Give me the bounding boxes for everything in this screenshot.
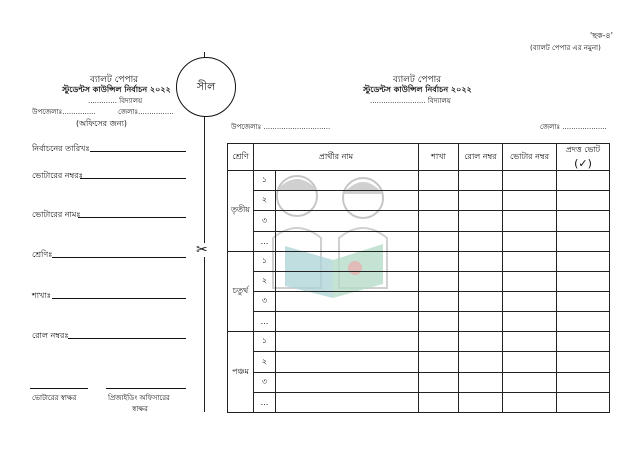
candidate-name-cell (276, 251, 419, 271)
stub-section-label: শাখাঃ (32, 291, 51, 300)
candidate-name-cell (276, 392, 419, 412)
vote-cell[interactable] (557, 352, 610, 372)
stub-voter-name-line[interactable] (78, 217, 186, 218)
table-header-row (228, 144, 610, 171)
section-cell (419, 292, 459, 312)
header-candidate-name: প্রার্থীর নাম (254, 144, 419, 171)
candidate-name-cell (276, 352, 419, 372)
header-roll-number: রোল নম্বর (459, 144, 503, 171)
stub-voter-number-label: ভোটারের নম্বরঃ (32, 171, 83, 180)
stub-voter-name-label: ভোটারের নামঃ (32, 210, 81, 219)
table-row (228, 392, 610, 412)
table-row (228, 191, 610, 211)
roll-cell (459, 271, 503, 291)
voter-number-cell (503, 271, 557, 291)
section-cell (419, 372, 459, 392)
stub-presiding-signature-2: স্বাক্ষর (132, 405, 148, 413)
voter-number-cell (503, 211, 557, 231)
voter-number-cell (503, 292, 557, 312)
stub-election-date-label: নির্বাচনের তারিখঃ (32, 144, 90, 153)
ballot-upazila: উপজেলাঃ .............................. (231, 123, 331, 131)
serial-cell: ... (254, 392, 276, 412)
voter-number-cell (503, 332, 557, 352)
stub-voter-signature: ভোটারের স্বাক্ষর (32, 394, 77, 402)
ballot-school: ......................... বিদ্যালয় (370, 97, 451, 105)
serial-cell: ২ (254, 191, 276, 211)
form-note: (ব্যালট পেপার এর নমুনা) (530, 44, 601, 52)
table-row (228, 211, 610, 231)
stub-voter-number-line[interactable] (80, 178, 186, 179)
table-row (228, 292, 610, 312)
serial-cell: ৩ (254, 292, 276, 312)
serial-cell: ... (254, 231, 276, 251)
stub-voter-signature-line[interactable] (30, 388, 88, 389)
roll-cell (459, 171, 503, 191)
serial-cell: ১ (254, 251, 276, 271)
section-cell (419, 191, 459, 211)
stub-class-line[interactable] (52, 257, 186, 258)
vote-cell[interactable] (557, 392, 610, 412)
stub-school: ............. বিদ্যালয় (88, 97, 143, 105)
candidate-name-cell (276, 271, 419, 291)
section-cell (419, 392, 459, 412)
table-row (228, 352, 610, 372)
candidate-name-cell (276, 312, 419, 332)
ballot-district: জেলাঃ .................... (540, 123, 607, 131)
grade-cell: চতুর্থ (228, 251, 254, 332)
roll-cell (459, 231, 503, 251)
roll-cell (459, 211, 503, 231)
candidate-name-cell (276, 211, 419, 231)
header-vote-cast (557, 144, 610, 171)
serial-cell: ২ (254, 271, 276, 291)
roll-cell (459, 372, 503, 392)
serial-cell: ৩ (254, 372, 276, 392)
grade-cell: পঞ্চম (228, 332, 254, 413)
voter-number-cell (503, 372, 557, 392)
table-row (228, 332, 610, 352)
vote-cell[interactable] (557, 372, 610, 392)
roll-cell (459, 312, 503, 332)
header-voter-number: ভোটার নম্বর (503, 144, 557, 171)
table-row (228, 251, 610, 271)
roll-cell (459, 251, 503, 271)
section-cell (419, 271, 459, 291)
stub-election-date-line[interactable] (90, 151, 186, 152)
vote-cell[interactable] (557, 271, 610, 291)
stub-roll-label: রোল নম্বরঃ (32, 331, 69, 340)
table-row (228, 271, 610, 291)
roll-cell (459, 191, 503, 211)
vote-cell[interactable] (557, 312, 610, 332)
section-cell (419, 171, 459, 191)
serial-cell: ১ (254, 332, 276, 352)
candidate-name-cell (276, 372, 419, 392)
serial-cell: ১ (254, 171, 276, 191)
candidate-name-cell (276, 292, 419, 312)
serial-cell: ... (254, 312, 276, 332)
seal-circle (176, 57, 236, 117)
stub-subtitle: স্টুডেন্টস কাউন্সিল নির্বাচন ২০২২ (62, 85, 171, 94)
vote-cell[interactable] (557, 332, 610, 352)
ballot-title: ব্যালট পেপার (393, 75, 442, 85)
candidate-name-cell (276, 332, 419, 352)
stub-presiding-signature-1: প্রিজাইডিং অফিসারের (108, 394, 170, 402)
candidate-name-cell (276, 171, 419, 191)
vote-cell[interactable] (557, 292, 610, 312)
voter-number-cell (503, 251, 557, 271)
table-row (228, 372, 610, 392)
voter-number-cell (503, 231, 557, 251)
stub-roll-line[interactable] (68, 338, 186, 339)
check-mark-icon: (✓) (574, 157, 592, 171)
section-cell (419, 332, 459, 352)
grade-cell: তৃতীয় (228, 171, 254, 252)
header-vote-cast-label: প্রদত্ত ভোট (565, 145, 601, 155)
section-cell (419, 312, 459, 332)
serial-cell: ২ (254, 352, 276, 372)
candidate-name-cell (276, 191, 419, 211)
vote-cell[interactable] (557, 231, 610, 251)
section-cell (419, 251, 459, 271)
table-row (228, 312, 610, 332)
stub-presiding-signature-line[interactable] (106, 388, 186, 389)
roll-cell (459, 292, 503, 312)
voter-number-cell (503, 392, 557, 412)
candidate-name-cell (276, 231, 419, 251)
stub-office-use: (অফিসের জন্য) (76, 119, 128, 128)
table-row (228, 231, 610, 251)
voter-number-cell (503, 312, 557, 332)
ballot-subtitle: স্টুডেন্টস কাউন্সিল নির্বাচন ২০২২ (363, 85, 472, 94)
section-cell (419, 211, 459, 231)
voter-number-cell (503, 352, 557, 372)
header-class: শ্রেণি (228, 144, 254, 171)
vote-cell[interactable] (557, 171, 610, 191)
stub-class-label: শ্রেণিঃ (32, 250, 53, 259)
form-tag: 'ছক-৪' (590, 31, 613, 40)
seal-label: সীল (196, 79, 216, 93)
scissors-icon: ✂ (196, 242, 208, 258)
stub-title: ব্যালট পেপার (90, 75, 139, 85)
table-row (228, 171, 610, 191)
roll-cell (459, 352, 503, 372)
vote-cell[interactable] (557, 191, 610, 211)
header-section: শাখা (419, 144, 459, 171)
ballot-table (227, 143, 610, 413)
section-cell (419, 352, 459, 372)
voter-number-cell (503, 191, 557, 211)
vote-cell[interactable] (557, 211, 610, 231)
vote-cell[interactable] (557, 251, 610, 271)
roll-cell (459, 332, 503, 352)
stub-upazila: উপজেলাঃ............... (32, 108, 96, 116)
stub-section-line[interactable] (52, 298, 186, 299)
serial-cell: ৩ (254, 211, 276, 231)
stub-district: জেলাঃ................ (118, 108, 174, 116)
section-cell (419, 231, 459, 251)
voter-number-cell (503, 171, 557, 191)
roll-cell (459, 392, 503, 412)
